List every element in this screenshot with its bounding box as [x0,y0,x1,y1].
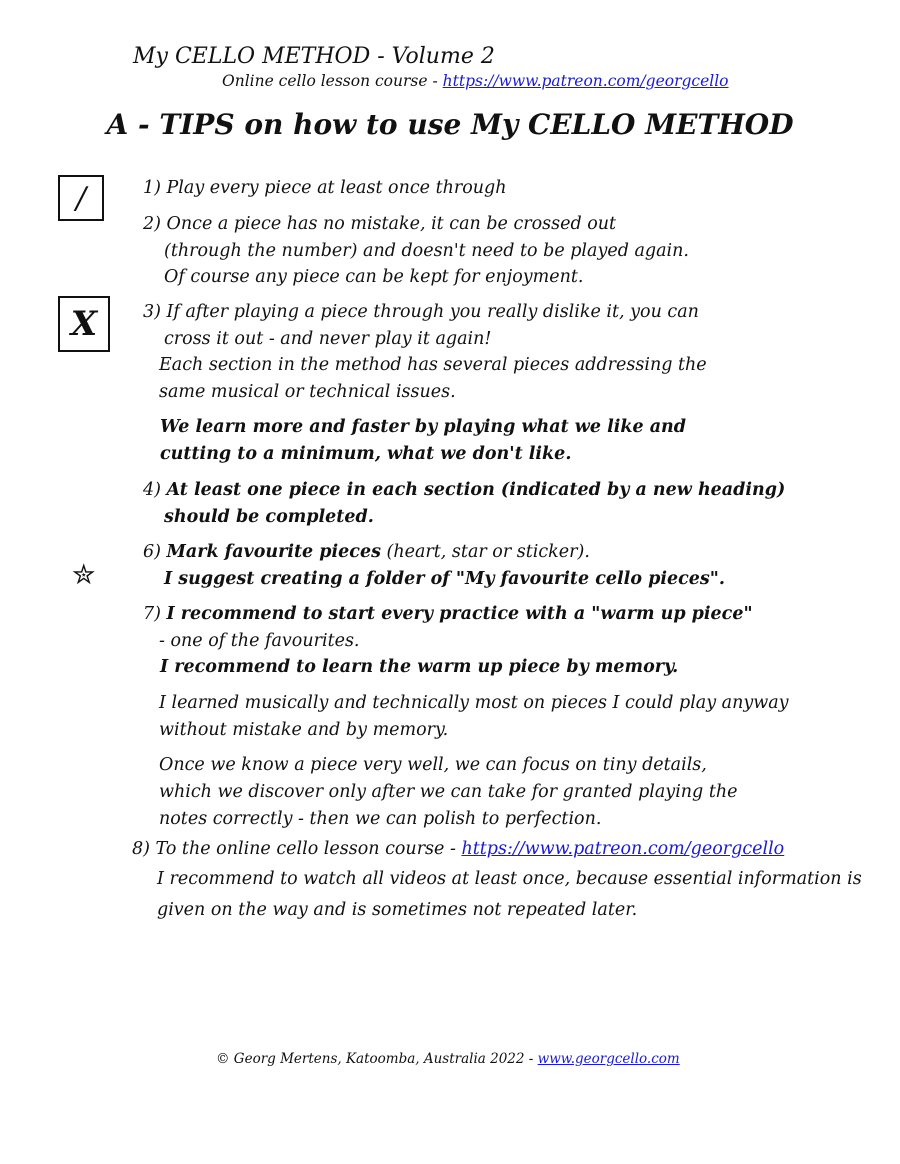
series-name: My CELLO METHOD [133,44,371,69]
tip-6-rest: (heart, star or sticker). [380,542,590,562]
tip-3-line-3: Each section in the method has several pieces addressing the [159,355,707,375]
tip-6-number: 6) [143,542,167,562]
tip-4-line-1 [143,477,785,504]
cross-box-icon [58,296,110,352]
tip-3-line-4: same musical or technical issues. [159,382,456,402]
tip-6-line-2: I suggest creating a folder of "My favourite cello pieces". [164,569,725,589]
volume-label: - Volume 2 [370,44,495,69]
tip-4-line-2: should be completed. [164,507,374,527]
tip-7-number: 7) [143,604,167,624]
paragraph-1-line-2: without mistake and by memory. [159,720,449,740]
tip-7-line-3: I recommend to learn the warm up piece by memory. [160,657,679,677]
footer [216,1051,680,1067]
tip-2-line-3: Of course any piece can be kept for enjoyment. [164,267,584,287]
slash-box-icon [58,175,104,221]
tip-8-line-1 [132,836,784,863]
star-glyph: ✮ [72,558,96,591]
series-title [133,44,495,69]
paragraph-1-line-1: I learned musically and technically most on pieces I could play anyway [159,693,789,713]
x-glyph: X [70,304,98,344]
tip-2-line-2: (through the number) and doesn't need to be played again. [164,241,689,261]
tip-7-text: I recommend to start every practice with a "warm up piece" [166,604,753,624]
paragraph-2-line-3: notes correctly - then we can polish to perfection. [159,809,602,829]
tip-8-text: 8) To the online cello lesson course - [132,839,462,859]
paragraph-2-line-2: which we discover only after we can take for granted playing the [159,782,738,802]
star-icon [72,560,95,590]
tip-4-text: At least one piece in each section (indicated by a new heading) [166,480,786,500]
tip-1: 1) Play every piece at least once through [143,178,507,198]
header-subtitle [222,72,729,90]
tip-7-line-2: - one of the favourites. [159,631,360,651]
subtitle-text: Online cello lesson course - [222,72,443,90]
tip-8-line-2: I recommend to watch all videos at least once, because essential information is [157,869,862,889]
tip-6-bold: Mark favourite pieces [166,542,381,562]
tip-3-bold-line-1: We learn more and faster by playing what we like and [160,417,687,437]
tip-3-line-2: cross it out - and never play it again! [164,329,492,349]
page-title: A - TIPS on how to use My CELLO METHOD [106,108,794,141]
patreon-link[interactable]: https://www.patreon.com/georgcello [442,72,729,90]
tip-4-number: 4) [143,480,167,500]
tip-8-patreon-link[interactable]: https://www.patreon.com/georgcello [461,839,785,859]
tip-6-line-1 [143,539,590,566]
copyright-text: © Georg Mertens, Katoomba, Australia 2022 - [216,1051,538,1067]
website-link[interactable]: www.georgcello.com [537,1051,680,1067]
slash-glyph: / [75,180,87,216]
tip-7-line-1 [143,601,753,628]
tip-3-bold-line-2: cutting to a minimum, what we don't like. [160,444,572,464]
tip-2-line-1: 2) Once a piece has no mistake, it can be crossed out [143,214,617,234]
tip-8-line-3: given on the way and is sometimes not repeated later. [157,900,638,920]
tip-3-line-1: 3) If after playing a piece through you really dislike it, you can [143,302,699,322]
paragraph-2-line-1: Once we know a piece very well, we can focus on tiny details, [159,755,707,775]
